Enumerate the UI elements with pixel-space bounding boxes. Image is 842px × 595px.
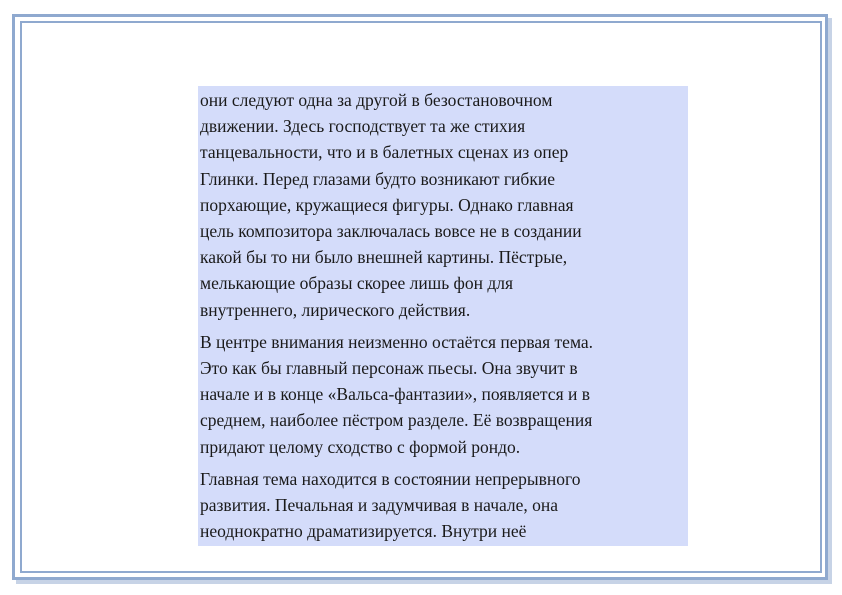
paragraph-3: Главная тема находится в состоянии непрерывного развития. Печальная и задумчивая в начале, она неоднократно драматизируется. Внутри неё: [200, 468, 581, 542]
text-box[interactable]: [198, 86, 688, 546]
frame-shadow-bottom: [16, 580, 832, 584]
frame-shadow-right: [828, 18, 832, 584]
paragraph-2: В центре внимания неизменно остаётся первая тема. Это как бы главный персонаж пьесы. Она звучит в начале и в конце «Вальса-фантазии», появляется и в среднем, наиболее пёстром разделе. Её возвращения придают целому сходство с формой рондо.: [200, 331, 594, 457]
paragraph-1: они следуют одна за другой в безостановочном движении. Здесь господствует та же стихия танцевальности, что и в балетных сценах из опер Глинки. Перед глазами будто возникают гибкие порхающие, кружащиеся фигуры. Однако главная цель композитора заключалась вовсе не в создании какой бы то ни было внешней картины. Пёстрые, мелькающие образы скорее лишь фон для внутреннего, лирического действия.: [200, 90, 582, 320]
